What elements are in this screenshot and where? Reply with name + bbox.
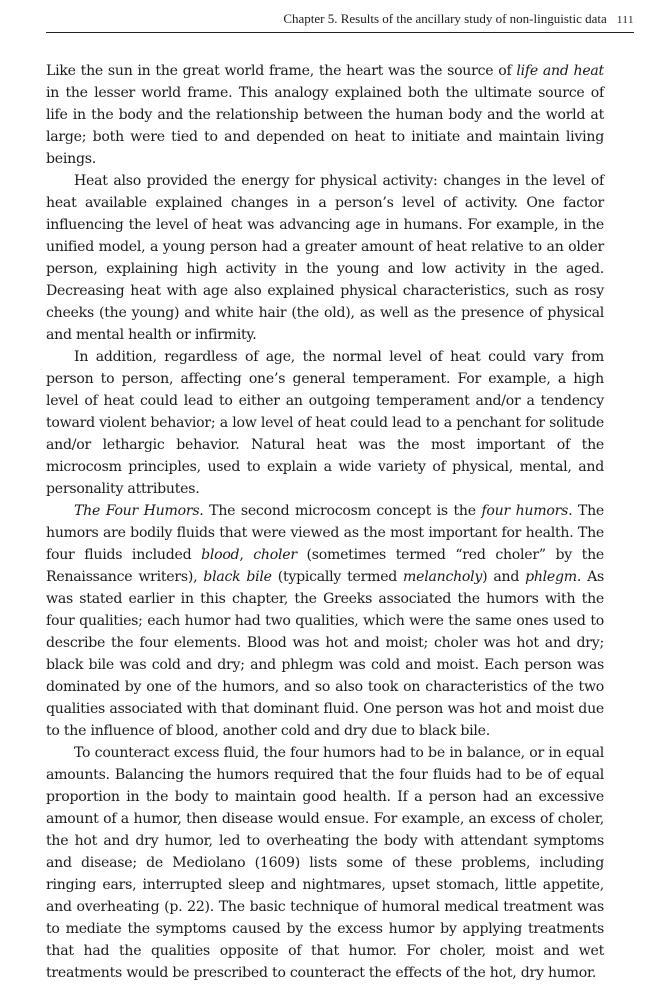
text-run: (typically termed [271, 569, 404, 585]
text-run: To counteract excess fluid, the four humors had to be in balance, or in equal amounts. Balancing the humors required that the four fluids had to be of equal proportion in the body to maintain good health. If a person had an excessive amount of a humor, then disease would ensue. For example, an excess of choler, the hot and dry humor, led to overheating the body with attendant symptoms and disease; de Mediolano (1609) lists some of these problems, including ringing ears, interrupted sleep and nightmares, upset stomach, little appetite, and overheating (p. 22). The basic technique of humoral medical treatment was to mediate the symptoms caused by the excess humor by applying treatments that had the qualities opposite of that humor. For choler, moist and wet treatments would be prescribed to counteract the effects of the hot, dry humor. [46, 745, 604, 981]
running-head [46, 10, 634, 33]
italic-term: choler [253, 547, 297, 563]
italic-term: The Four Humors. [74, 503, 204, 519]
italic-term: phlegm [525, 569, 577, 585]
text-run: , [239, 547, 254, 563]
chapter-title: Chapter 5. Results of the ancillary study of non-linguistic data [283, 11, 607, 26]
paragraph [46, 742, 604, 984]
paragraph [46, 170, 604, 346]
text-run: Like the sun in the great world frame, the heart was the source of [46, 63, 517, 79]
italic-term: black bile [203, 569, 272, 585]
paragraph [46, 60, 604, 170]
paragraph [46, 500, 604, 742]
text-run: The second microcosm concept is the [203, 503, 482, 519]
italic-term: life and heat [516, 63, 604, 79]
text-run: Heat also provided the energy for physical activity: changes in the level of heat available explained changes in a person’s level of activity. One factor influencing the level of heat was advancing age in humans. For example, in the unified model, a young person had a greater amount of heat relative to an older person, explaining high activity in the young and low activity in the aged. Decreasing heat with age also explained physical characteristics, such as rosy cheeks (the young) and white hair (the old), as well as the presence of physical and mental health or infirmity. [46, 173, 604, 343]
body-text [46, 60, 604, 984]
text-run: In addition, regardless of age, the normal level of heat could vary from person to person, affecting one’s general temperament. For example, a high level of heat could lead to either an outgoing temperament and/or a tendency toward violent behavior; a low level of heat could lead to a penchant for solitude and/or lethargic behavior. Natural heat was the most important of the microcosm principles, used to explain a wide variety of physical, mental, and personality attributes. [46, 349, 604, 497]
paragraph [46, 346, 604, 500]
page-number: 111 [616, 14, 634, 26]
italic-term: blood [201, 547, 240, 563]
italic-term: four humors [481, 503, 569, 519]
text-run: ) and [482, 569, 526, 585]
text-run: (sometimes termed “red choler” by the Renaissance writers), [46, 547, 604, 585]
text-run: . The humors are bodily fluids that were viewed as the most important for health. The four fluids included [46, 503, 604, 563]
italic-term: melancholy [403, 569, 483, 585]
text-run: . As was stated earlier in this chapter, the Greeks associated the humors with the four qualities; each humor had two qualities, which were the same ones used to describe the four elements. Blood was hot and moist; choler was hot and dry; black bile was cold and dry; and phlegm was cold and moist. Each person was dominated by one of the humors, and so also took on characteristics of the two qualities associated with that dominant fluid. One person was hot and moist due to the influence of blood, another cold and dry due to black bile. [46, 569, 605, 739]
text-run: in the lesser world frame. This analogy explained both the ultimate source of life in the body and the relationship between the human body and the world at large; both were tied to and depended on heat to initiate and maintain living beings. [46, 85, 604, 167]
